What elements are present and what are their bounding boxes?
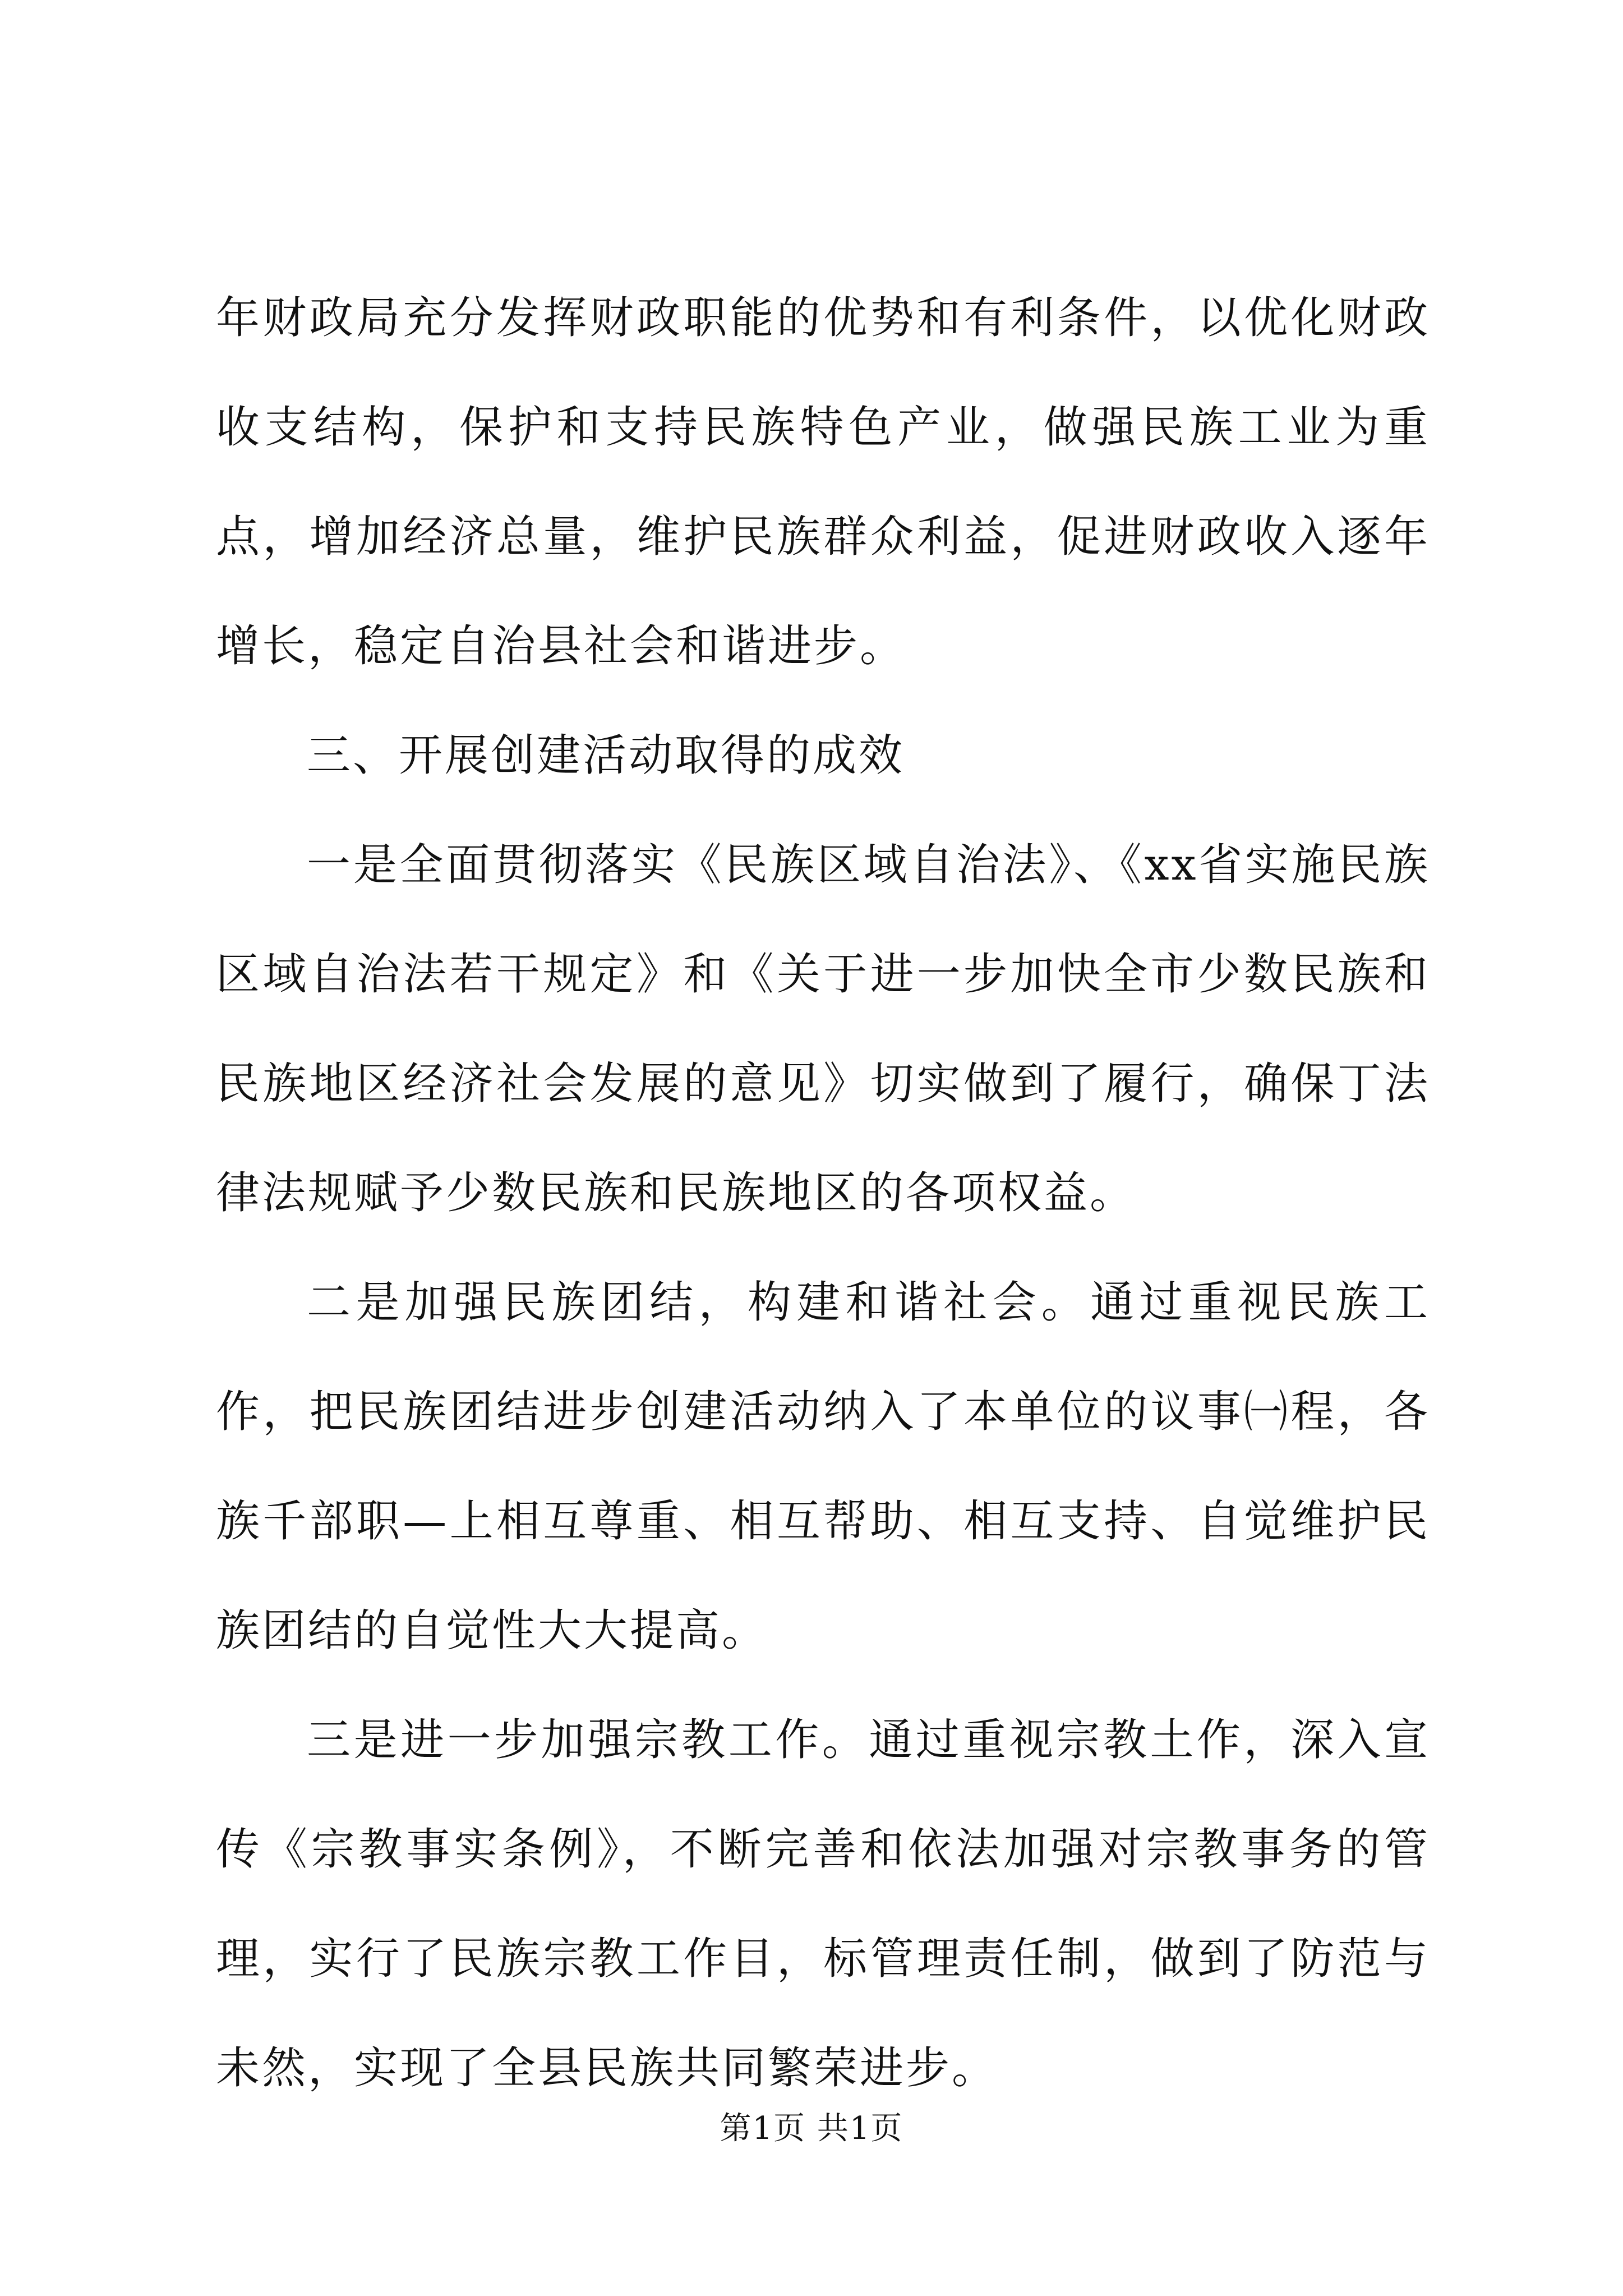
paragraph-second-point: 二是加强民族团结，构建和谐社会。通过重视民族工作，把民族团结进步创建活动纳入了本单位的议事㈠程，各族千部职—上相互尊重、相互帮助、相互支持、自觉维护民族团结的自觉性大大提高。: [216, 1277, 1430, 1656]
page-number-footer: 第1页 共1页: [720, 2110, 903, 2147]
section-heading-achievements: 三、开展创建活动取得的成效: [307, 730, 905, 781]
document-body: [216, 264, 1430, 2123]
paragraph-first-point: 一是全面贯彻落实《民族区域自治法》、《xx省实施民族区域自治法若干规定》和《关于进一步加快全市少数民族和民族地区经济社会发展的意见》切实做到了履行，确保丁法律法规赋予少数民族和民族地区的各项权益。: [216, 840, 1430, 1218]
paragraph-third-point: 三是进一步加强宗教工作。通过重视宗教土作，深入宣传《宗教事实条例》，不断完善和依法加强对宗教事务的管理，实行了民族宗教工作目，标管理责任制，做到了防范与未然，实现了全县民族共同繁荣进步。: [216, 1715, 1430, 2093]
paragraph-finance-bureau: 年财政局充分发挥财政职能的优势和有利条件，以优化财政收支结构，保护和支持民族特色产业，做强民族工业为重点，增加经济总量，维护民族群众利益，促进财政收入逐年增长，稳定自治县社会和谐进步。: [216, 293, 1430, 671]
